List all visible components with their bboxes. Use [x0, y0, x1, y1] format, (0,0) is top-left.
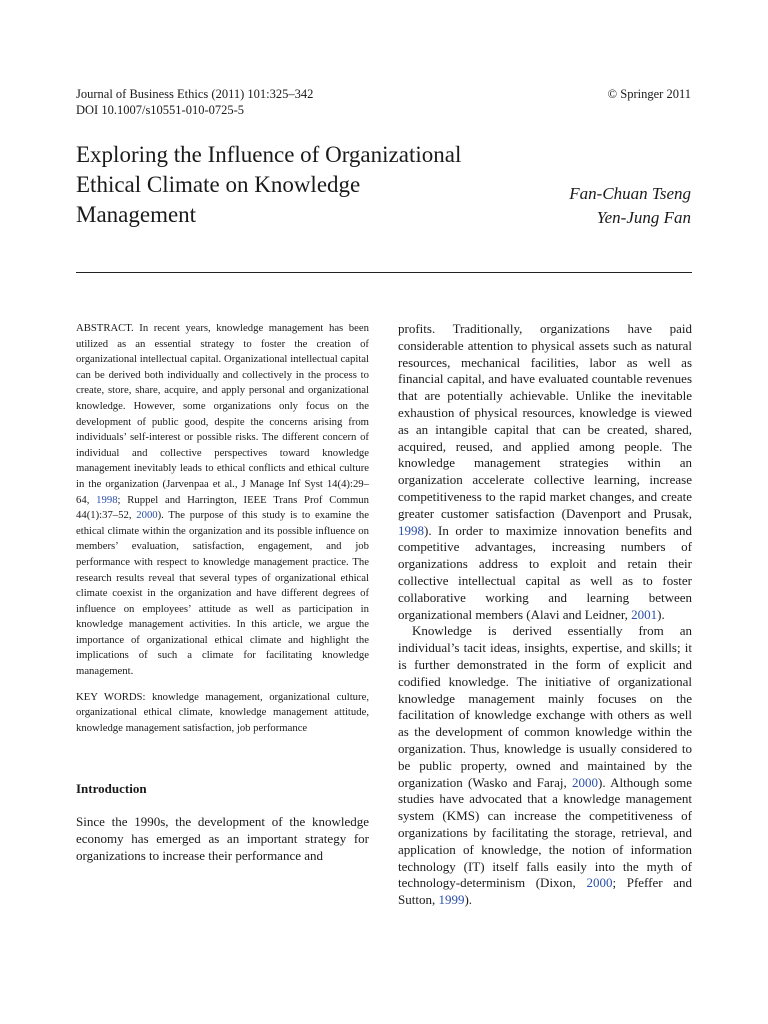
abstract-label: ABSTRACT. [76, 322, 134, 334]
keywords: KEY WORDS: knowledge management, organizational culture, organizational ethical climate, knowledge management attitude, knowledge management satisfaction, job performance [76, 690, 369, 734]
body-paragraph: Knowledge is derived essentially from an individual’s tacit ideas, insights, expertise, and skills; it is further demonstrated in the form of explicit and codified knowledge. The initiative of organizational knowledge management mainly focuses on the facilitation of knowledge exchange with others as well as the development of common knowledge within the organization. Thus, knowledge is usually considered to be public property, owned and maintained by the organization (Wasko and Faraj, 2000). Although some studies have advocated that a knowledge management system (KMS) can increase the competitiveness of organizations by facilitating the storage, retrieval, and application of knowledge, the notion of information technology (IT) itself falls easily into the myth of technology-determinism (Dixon, 2000; Pfeffer and Sutton, 1999). [398, 623, 693, 908]
citation-link[interactable]: 2000 [586, 875, 613, 891]
citation-link[interactable]: 1998 [398, 522, 424, 538]
author-name: Fan-Chuan Tseng [569, 184, 691, 203]
citation-link[interactable]: 1998 [96, 493, 118, 506]
author-list [569, 182, 691, 230]
title-line: Management [76, 202, 197, 227]
title-line: Ethical Climate on Knowledge [76, 172, 361, 197]
citation-link[interactable]: 2000 [572, 774, 599, 790]
citation-link[interactable]: 1999 [438, 892, 465, 908]
title-line: Exploring the Influence of Organizational [76, 142, 462, 167]
title-divider [76, 272, 692, 273]
introduction-paragraph: Since the 1990s, the development of the knowledge economy has emerged as an important strategy for organizations to increase their performance and [76, 814, 369, 864]
citation-link[interactable]: 2000 [136, 509, 158, 522]
doi-line: DOI 10.1007/s10551-010-0725-5 [76, 103, 245, 117]
copyright-notice: © Springer 2011 [607, 87, 691, 101]
journal-citation [76, 86, 313, 118]
section-heading-introduction: Introduction [76, 781, 147, 797]
article-title [76, 140, 536, 230]
journal-line: Journal of Business Ethics (2011) 101:325–342 [76, 87, 314, 101]
abstract: ABSTRACT. In recent years, knowledge management has been utilized as an essential strategy to foster the creation of organizational intellectual capital. Organizational intellectual capital can be derived both individually and collectively in the process to create, store, share, acquire, and apply personal and organizational knowledge. However, some organizations only focus on the development of public good, despite the concerns arising from individuals’ self-interest or possible risks. The different concern of individual and collective perspectives toward knowledge management inevitably leads to ethical conflicts and ethical culture in the organization (Jarvenpaa et al., J Manage Inf Syst 14(4):29–64, 1998; Ruppel and Harrington, IEEE Trans Prof Commun 44(1):37–52, 2000). The purpose of this study is to examine the ethical climate within the organization and its possible influence on members’ evaluation, satisfaction, engagement, and job performance with respect to knowledge management practice. The research results reveal that several types of organizational ethical climate coexist in the organization and have different degrees of influence on employees’ attitude as well as participation in knowledge management activities. In this article, we argue the importance of organizational ethical climate and highlight the implications of such a climate for facilitating knowledge management. [76, 322, 369, 678]
author-name: Yen-Jung Fan [596, 208, 691, 227]
left-column [76, 321, 369, 865]
body-paragraph: profits. Traditionally, organizations have paid considerable attention to physical assets such as natural resources, mechanical facilities, labor as well as financial capital, and have evaluated countable revenues that are potentially achievable. Unlike the inevitable exhaustion of physical resources, knowledge is viewed as an intangible capital that can be created, shared, acquired, reused, and applied among people. The knowledge management strategies within an organization accelerate collective learning, increase competitiveness to the rapid market changes, and create greater customer satisfaction (Davenport and Prusak, 1998). In order to maximize innovation benefits and competitive advantages, increasing numbers of organizations address to exploit and retain their collective intellectual capital as well as to foster collaborative working and learning between organizational members (Alavi and Leidner, 2001). [398, 321, 692, 622]
right-column [398, 321, 692, 909]
citation-link[interactable]: 2001 [631, 606, 658, 622]
keywords-label: KEY WORDS: [76, 690, 146, 703]
